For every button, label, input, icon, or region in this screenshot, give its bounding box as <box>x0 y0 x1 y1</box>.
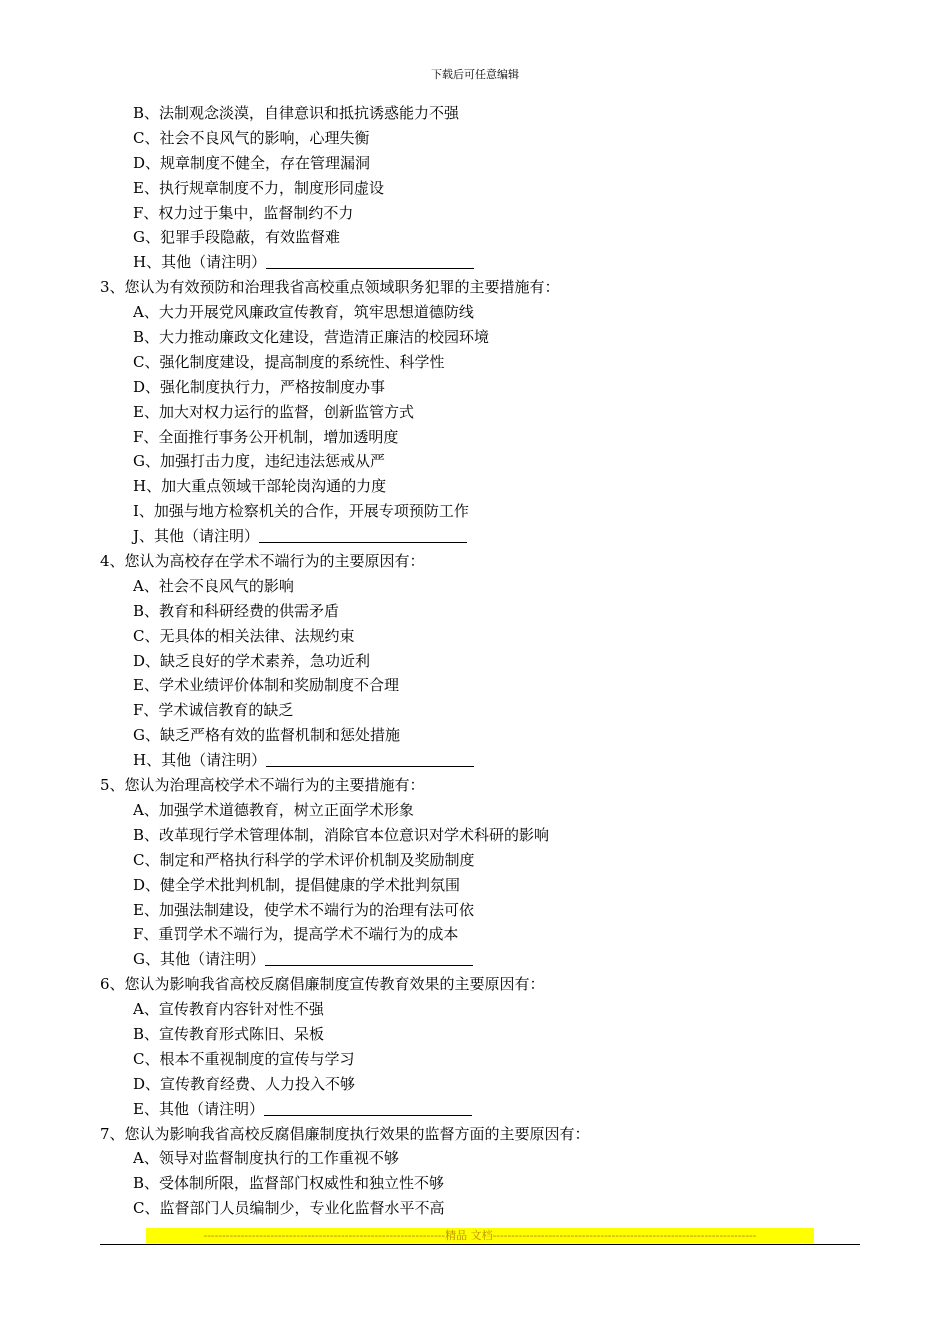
option-label: B、教育和科研经费的供需矛盾 <box>133 601 340 620</box>
fill-in-blank[interactable] <box>266 253 474 269</box>
option-item <box>0 599 950 624</box>
question-label: 6、您认为影响我省高校反腐倡廉制度宣传教育效果的主要原因有： <box>100 975 545 994</box>
option-item <box>0 449 950 474</box>
question-label: 7、您认为影响我省高校反腐倡廉制度执行效果的监督方面的主要原因有： <box>100 1124 590 1143</box>
option-label: D、健全学术批判机制，提倡健康的学术批判氛围 <box>133 875 461 894</box>
questionnaire-body <box>0 101 950 1221</box>
option-item <box>0 898 950 923</box>
option-label: C、制定和严格执行科学的学术评价机制及奖励制度 <box>133 850 475 869</box>
option-label: B、改革现行学术管理体制，消除官本位意识对学术科研的影响 <box>133 825 550 844</box>
option-label: F、重罚学术不端行为，提高学术不端行为的成本 <box>133 925 459 944</box>
option-label: A、宣传教育内容针对性不强 <box>133 1000 324 1019</box>
option-item <box>0 1146 950 1171</box>
option-label: C、社会不良风气的影响，心理失衡 <box>133 128 370 147</box>
option-item <box>0 1072 950 1097</box>
option-label: C、根本不重视制度的宣传与学习 <box>133 1049 355 1068</box>
fill-in-blank[interactable] <box>259 527 467 543</box>
question-text <box>0 549 950 574</box>
option-item <box>0 325 950 350</box>
option-item <box>0 873 950 898</box>
option-item <box>0 300 950 325</box>
option-label: B、法制观念淡漠，自律意识和抵抗诱惑能力不强 <box>133 104 460 122</box>
option-label: G、加强打击力度，违纪违法惩戒从严 <box>133 452 385 471</box>
option-item <box>0 823 950 848</box>
option-label: E、加强法制建设，使学术不端行为的治理有法可依 <box>133 900 474 919</box>
option-label: J、其他（请注明） <box>133 527 260 546</box>
option-label: D、强化制度执行力，严格按制度办事 <box>133 377 386 396</box>
option-item <box>0 201 950 226</box>
option-item <box>0 176 950 201</box>
footer-divider <box>100 1244 860 1245</box>
option-label: G、缺乏严格有效的监督机制和惩处措施 <box>133 726 400 745</box>
option-label: E、其他（请注明） <box>133 1099 264 1118</box>
option-label: H、其他（请注明） <box>133 253 267 272</box>
option-label: G、犯罪手段隐蔽，有效监督难 <box>133 228 340 247</box>
option-item <box>0 524 950 549</box>
option-item <box>0 798 950 823</box>
question-text <box>0 275 950 300</box>
option-item <box>0 1171 950 1196</box>
fill-in-blank[interactable] <box>265 950 473 966</box>
question-text <box>0 773 950 798</box>
option-item <box>0 997 950 1022</box>
option-label: I、加强与地方检察机关的合作，开展专项预防工作 <box>133 502 469 521</box>
option-item <box>0 425 950 450</box>
option-label: D、宣传教育经费、人力投入不够 <box>133 1074 356 1093</box>
option-label: E、学术业绩评价体制和奖励制度不合理 <box>133 676 399 695</box>
option-label: B、大力推动廉政文化建设，营造清正廉洁的校园环境 <box>133 328 490 347</box>
option-item <box>0 151 950 176</box>
option-item <box>0 698 950 723</box>
option-label: A、加强学术道德教育，树立正面学术形象 <box>133 800 414 819</box>
option-label: H、加大重点领域干部轮岗沟通的力度 <box>133 477 387 496</box>
option-item <box>0 250 950 275</box>
footer-banner: -----------------------------------------------------------------精品 文档----------------------------------------------------------------------- <box>146 1228 814 1243</box>
option-item <box>0 350 950 375</box>
option-label: E、加大对权力运行的监督，创新监管方式 <box>133 402 414 421</box>
option-label: D、缺乏良好的学术素养，急功近利 <box>133 651 371 670</box>
fill-in-blank[interactable] <box>264 1100 472 1116</box>
option-label: A、社会不良风气的影响 <box>133 576 294 595</box>
option-label: H、其他（请注明） <box>133 751 267 770</box>
option-label: F、权力过于集中，监督制约不力 <box>133 203 354 222</box>
option-item <box>0 624 950 649</box>
option-item <box>0 947 950 972</box>
option-item <box>0 723 950 748</box>
option-item <box>0 649 950 674</box>
option-item <box>0 499 950 524</box>
option-item <box>0 375 950 400</box>
option-item <box>0 474 950 499</box>
option-item <box>0 126 950 151</box>
option-label: E、执行规章制度不力，制度形同虚设 <box>133 178 384 197</box>
option-label: B、宣传教育形式陈旧、呆板 <box>133 1024 325 1043</box>
option-label: B、受体制所限，监督部门权威性和独立性不够 <box>133 1174 445 1193</box>
option-item <box>0 1047 950 1072</box>
option-item <box>0 748 950 773</box>
question-label: 4、您认为高校存在学术不端行为的主要原因有： <box>100 552 425 571</box>
option-label: D、规章制度不健全，存在管理漏洞 <box>133 153 371 172</box>
question-text <box>0 972 950 997</box>
option-label: C、强化制度建设，提高制度的系统性、科学性 <box>133 352 445 371</box>
option-label: F、学术诚信教育的缺乏 <box>133 701 294 720</box>
option-item <box>0 848 950 873</box>
option-item <box>0 574 950 599</box>
option-item <box>0 1196 950 1221</box>
option-label: C、监督部门人员编制少，专业化监督水平不高 <box>133 1199 445 1218</box>
option-item <box>0 225 950 250</box>
option-label: A、领导对监督制度执行的工作重视不够 <box>133 1149 399 1168</box>
fill-in-blank[interactable] <box>266 751 474 767</box>
option-label: A、大力开展党风廉政宣传教育，筑牢思想道德防线 <box>133 303 474 322</box>
option-item <box>0 922 950 947</box>
option-item <box>0 400 950 425</box>
option-label: G、其他（请注明） <box>133 950 265 969</box>
option-item <box>0 1022 950 1047</box>
question-text <box>0 1122 950 1147</box>
page-header: 下载后可任意编辑 <box>431 68 519 81</box>
option-label: F、全面推行事务公开机制，增加透明度 <box>133 427 399 446</box>
question-label: 3、您认为有效预防和治理我省高校重点领域职务犯罪的主要措施有： <box>100 278 560 297</box>
option-label: C、无具体的相关法律、法规约束 <box>133 626 355 645</box>
question-label: 5、您认为治理高校学术不端行为的主要措施有： <box>100 776 425 795</box>
option-item <box>0 101 950 126</box>
option-item <box>0 673 950 698</box>
option-item <box>0 1097 950 1122</box>
